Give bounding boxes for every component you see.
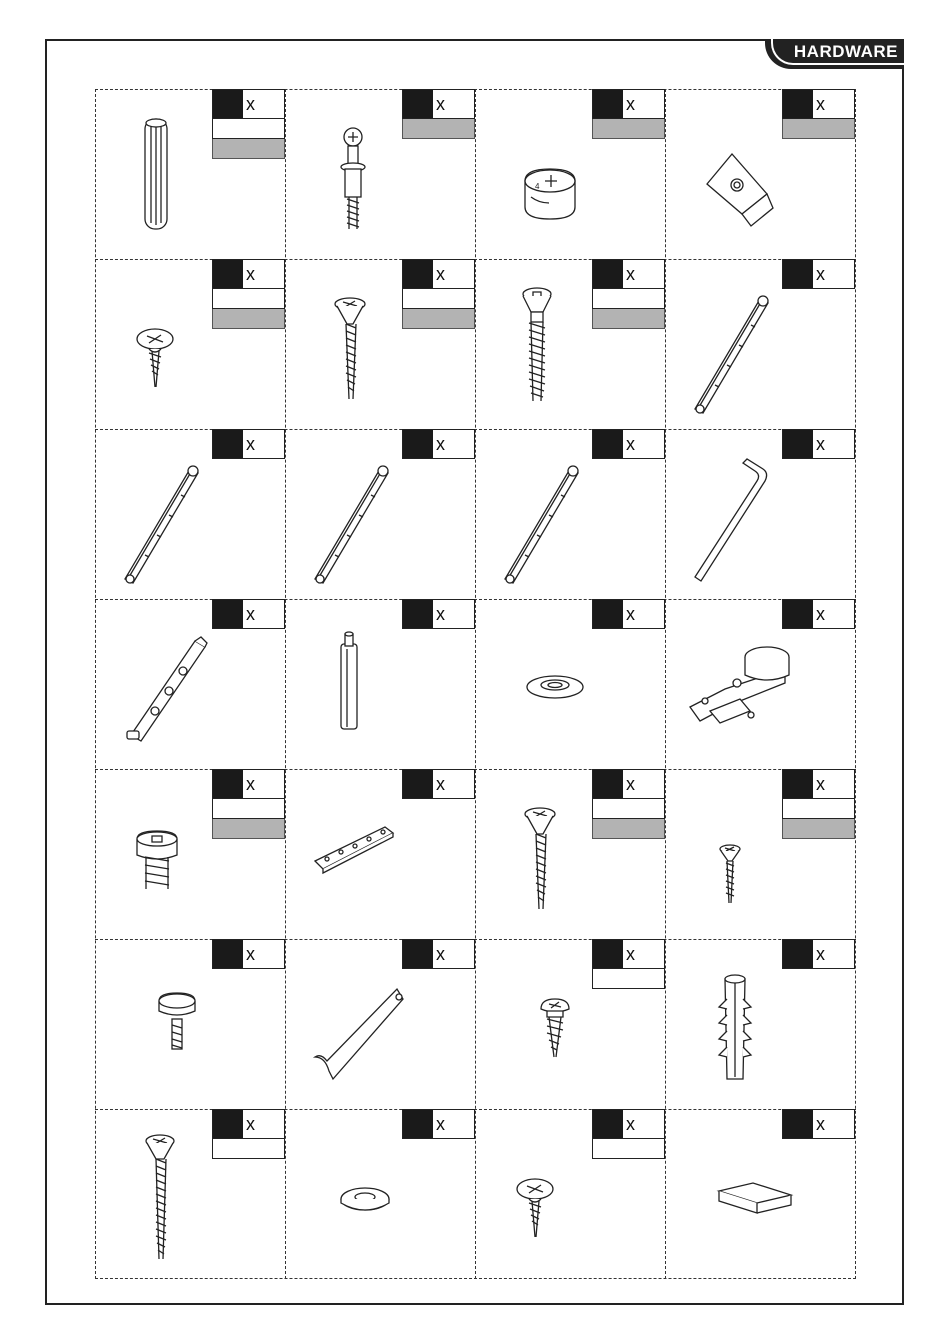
quantity-box xyxy=(212,599,285,629)
quantity-label-row xyxy=(402,939,475,969)
quantity-box xyxy=(212,259,285,329)
quantity-grey-field xyxy=(782,119,855,139)
quantity-multiplier: x xyxy=(816,434,825,454)
hardware-part-cell xyxy=(665,429,855,599)
quantity-multiplier: x xyxy=(246,434,255,454)
quantity-box xyxy=(212,429,285,459)
quantity-white-field xyxy=(212,289,285,309)
quantity-multiplier: x xyxy=(816,944,825,964)
quantity-label-row xyxy=(782,769,855,799)
quantity-multiplier: x xyxy=(246,1114,255,1134)
quantity-box xyxy=(212,769,285,839)
hardware-part-cell xyxy=(665,259,855,429)
quantity-grey-field xyxy=(402,309,475,329)
quantity-multiplier: x xyxy=(436,944,445,964)
quantity-count-box xyxy=(593,90,623,118)
quantity-box xyxy=(402,939,475,969)
quantity-multiplier: x xyxy=(246,944,255,964)
hardware-part-cell xyxy=(95,769,285,939)
hardware-part-cell xyxy=(95,259,285,429)
quantity-multiplier: x xyxy=(246,604,255,624)
quantity-count-box xyxy=(403,90,433,118)
quantity-box xyxy=(212,89,285,159)
quantity-label-row xyxy=(592,939,665,969)
quantity-label-row xyxy=(592,429,665,459)
quantity-count-box xyxy=(783,600,813,628)
quantity-box xyxy=(592,599,665,629)
quantity-white-field xyxy=(212,119,285,139)
quantity-multiplier: x xyxy=(816,94,825,114)
quantity-label-row xyxy=(212,1109,285,1139)
quantity-label-row xyxy=(212,429,285,459)
quantity-multiplier: x xyxy=(246,774,255,794)
quantity-box xyxy=(592,769,665,839)
quantity-count-box xyxy=(213,90,243,118)
quantity-count-box xyxy=(403,1110,433,1138)
hardware-part-cell xyxy=(475,89,665,259)
hardware-part-cell xyxy=(475,1109,665,1279)
quantity-white-field xyxy=(212,1139,285,1159)
hardware-part-cell xyxy=(95,599,285,769)
quantity-multiplier: x xyxy=(626,944,635,964)
quantity-multiplier: x xyxy=(816,604,825,624)
quantity-white-field xyxy=(592,799,665,819)
hardware-part-cell xyxy=(95,1109,285,1279)
quantity-multiplier: x xyxy=(246,94,255,114)
quantity-label-row xyxy=(782,939,855,969)
quantity-multiplier: x xyxy=(436,604,445,624)
quantity-multiplier: x xyxy=(626,434,635,454)
quantity-white-field xyxy=(402,289,475,309)
quantity-multiplier: x xyxy=(436,434,445,454)
hardware-part-cell xyxy=(475,259,665,429)
hardware-part-cell xyxy=(285,89,475,259)
quantity-multiplier: x xyxy=(816,774,825,794)
quantity-count-box xyxy=(783,940,813,968)
quantity-label-row xyxy=(402,259,475,289)
quantity-count-box xyxy=(213,260,243,288)
quantity-box xyxy=(402,259,475,329)
quantity-grey-field xyxy=(212,139,285,159)
quantity-box xyxy=(402,1109,475,1139)
quantity-multiplier: x xyxy=(436,774,445,794)
quantity-count-box xyxy=(783,1110,813,1138)
section-title: HARDWARE xyxy=(793,42,898,61)
hardware-part-cell xyxy=(285,259,475,429)
hardware-part-cell xyxy=(95,429,285,599)
quantity-grey-field xyxy=(782,819,855,839)
quantity-multiplier: x xyxy=(626,94,635,114)
quantity-box xyxy=(402,89,475,139)
quantity-grey-field xyxy=(592,309,665,329)
quantity-label-row xyxy=(592,259,665,289)
quantity-label-row xyxy=(212,939,285,969)
quantity-label-row xyxy=(402,89,475,119)
quantity-box xyxy=(592,939,665,989)
quantity-white-field xyxy=(782,799,855,819)
quantity-box xyxy=(782,429,855,459)
quantity-box xyxy=(402,769,475,799)
quantity-grey-field xyxy=(592,819,665,839)
quantity-multiplier: x xyxy=(436,94,445,114)
quantity-multiplier: x xyxy=(816,1114,825,1134)
quantity-count-box xyxy=(593,770,623,798)
quantity-label-row xyxy=(782,1109,855,1139)
quantity-count-box xyxy=(593,260,623,288)
quantity-multiplier: x xyxy=(246,264,255,284)
quantity-multiplier: x xyxy=(816,264,825,284)
quantity-box xyxy=(782,769,855,839)
quantity-white-field xyxy=(592,969,665,989)
hardware-part-cell xyxy=(665,769,855,939)
quantity-count-box xyxy=(783,770,813,798)
quantity-grey-field xyxy=(212,819,285,839)
quantity-label-row xyxy=(402,769,475,799)
quantity-count-box xyxy=(403,770,433,798)
hardware-part-cell xyxy=(285,1109,475,1279)
quantity-count-box xyxy=(593,430,623,458)
quantity-count-box xyxy=(593,940,623,968)
svg-text:4: 4 xyxy=(535,182,540,191)
hardware-part-cell xyxy=(285,429,475,599)
quantity-label-row xyxy=(592,769,665,799)
quantity-label-row xyxy=(782,599,855,629)
quantity-box xyxy=(782,1109,855,1139)
quantity-count-box xyxy=(783,90,813,118)
quantity-count-box xyxy=(213,600,243,628)
quantity-count-box xyxy=(403,940,433,968)
quantity-grey-field xyxy=(212,309,285,329)
quantity-label-row xyxy=(592,1109,665,1139)
quantity-multiplier: x xyxy=(626,604,635,624)
hardware-part-cell xyxy=(665,599,855,769)
hardware-part-cell xyxy=(95,939,285,1109)
quantity-label-row xyxy=(212,89,285,119)
quantity-box xyxy=(212,1109,285,1159)
hardware-part-cell xyxy=(285,939,475,1109)
quantity-count-box xyxy=(593,1110,623,1138)
quantity-grey-field xyxy=(402,119,475,139)
quantity-box xyxy=(592,259,665,329)
quantity-box xyxy=(402,429,475,459)
quantity-count-box xyxy=(403,260,433,288)
quantity-count-box xyxy=(213,1110,243,1138)
hardware-part-cell xyxy=(665,939,855,1109)
hardware-part-cell xyxy=(475,939,665,1109)
quantity-multiplier: x xyxy=(626,1114,635,1134)
section-tab xyxy=(765,39,904,69)
hardware-part-cell xyxy=(475,599,665,769)
quantity-label-row xyxy=(212,769,285,799)
quantity-multiplier: x xyxy=(436,1114,445,1134)
quantity-box xyxy=(592,1109,665,1159)
quantity-label-row xyxy=(212,599,285,629)
hardware-part-cell xyxy=(475,429,665,599)
quantity-count-box xyxy=(403,600,433,628)
quantity-label-row xyxy=(402,1109,475,1139)
quantity-box xyxy=(782,939,855,969)
quantity-count-box xyxy=(593,600,623,628)
hardware-part-cell xyxy=(95,89,285,259)
quantity-count-box xyxy=(213,770,243,798)
quantity-box xyxy=(782,89,855,139)
quantity-label-row xyxy=(212,259,285,289)
quantity-label-row xyxy=(592,89,665,119)
quantity-count-box xyxy=(783,430,813,458)
quantity-label-row xyxy=(402,429,475,459)
quantity-white-field xyxy=(592,289,665,309)
quantity-multiplier: x xyxy=(626,774,635,794)
quantity-white-field xyxy=(212,799,285,819)
hardware-part-cell xyxy=(285,599,475,769)
quantity-label-row xyxy=(402,599,475,629)
quantity-label-row xyxy=(782,89,855,119)
hardware-part-cell xyxy=(475,769,665,939)
quantity-box xyxy=(592,89,665,139)
quantity-box xyxy=(402,599,475,629)
quantity-multiplier: x xyxy=(436,264,445,284)
quantity-count-box xyxy=(213,940,243,968)
hardware-part-cell xyxy=(285,769,475,939)
quantity-label-row xyxy=(592,599,665,629)
quantity-label-row xyxy=(782,259,855,289)
quantity-grey-field xyxy=(592,119,665,139)
quantity-box xyxy=(212,939,285,969)
quantity-multiplier: x xyxy=(626,264,635,284)
quantity-box xyxy=(782,259,855,289)
hardware-part-cell xyxy=(665,89,855,259)
quantity-count-box xyxy=(213,430,243,458)
quantity-count-box xyxy=(783,260,813,288)
quantity-label-row xyxy=(782,429,855,459)
quantity-box xyxy=(592,429,665,459)
hardware-part-cell xyxy=(665,1109,855,1279)
quantity-white-field xyxy=(592,1139,665,1159)
quantity-count-box xyxy=(403,430,433,458)
quantity-box xyxy=(782,599,855,629)
